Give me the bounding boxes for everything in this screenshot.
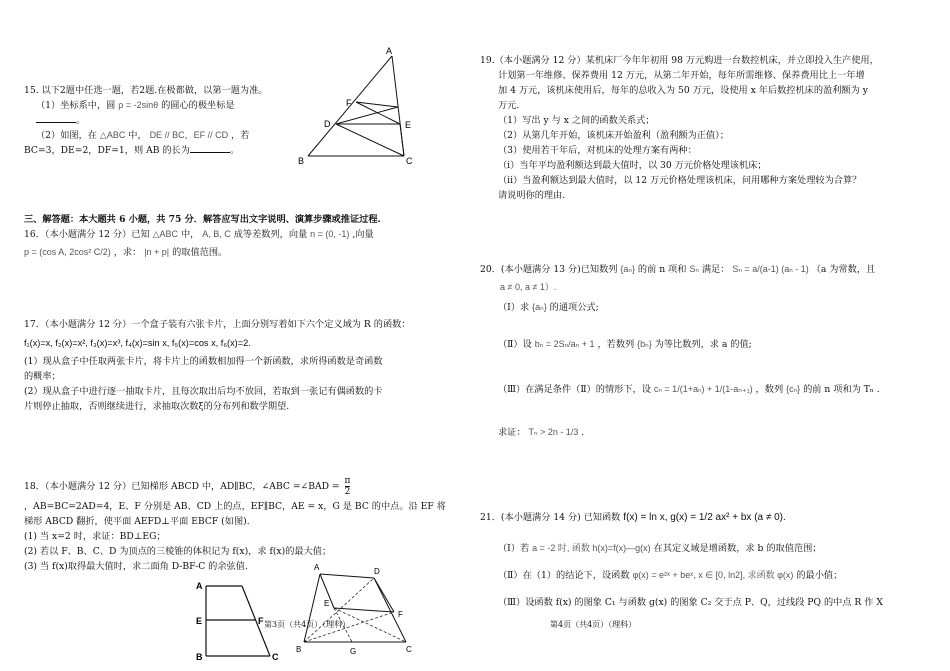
q18-line1: [24, 476, 454, 497]
question-20: [480, 262, 930, 440]
q20-p2-text2: ，若数列: [597, 339, 635, 350]
q16-angles: A, B, C: [202, 229, 231, 239]
q15-part2: [24, 128, 294, 143]
label-A: A: [314, 563, 320, 572]
q21-text1: 21．(本小题满分 14 分) 已知函数: [480, 512, 621, 523]
q15-p2-condition: DE // BC，EF // CD: [149, 130, 229, 140]
q20-p2-text3: 为等比数列，求 a 的值;: [654, 339, 752, 350]
triangle-figure: [294, 44, 444, 169]
q19-line8: （i）当年平均盈利额达到最大值时，以 30 万元价格处理该机床；: [498, 160, 767, 171]
label-E: E: [405, 120, 412, 130]
q20-cn: {cₙ}: [786, 384, 801, 394]
q18-line2: ，AB=BC=2AD=4，E、F 分别是 AB、CD 上的点，EF∥BC，AE = x，G 是 BC 的中点。沿 EF 将: [24, 501, 446, 512]
q19-line6: （2）从第几年开始，该机床开始盈利（盈利额为正值）；: [498, 130, 729, 141]
q15-p2-text3: ，若: [231, 130, 250, 141]
q21-p2-text2: 的最小值；: [796, 570, 843, 581]
q20-sn: Sₙ: [689, 264, 699, 274]
q21-g-equation: ax² + bx (a ≠ 0).: [712, 512, 786, 523]
q15-p2-end: 。: [229, 145, 240, 156]
label-E: E: [324, 599, 330, 608]
q21-p1-condition: a = -2 时, 函数 h(x)=f(x)—g(x): [532, 543, 651, 553]
label-C: C: [406, 156, 413, 166]
q20-p3-text2: ，数列: [755, 384, 784, 395]
q21-p2-text1: （Ⅱ）在（1）的结论下，设函数: [498, 570, 630, 581]
label-D: D: [324, 119, 331, 129]
line-EC: [400, 124, 404, 156]
q16-text6: 的取值范围。: [172, 247, 228, 258]
page-footer-left: 第3页（共4页）（理科）: [264, 620, 351, 629]
label-A: A: [196, 581, 203, 591]
q20-p4-inequality: Tₙ > 2n - 1/3: [528, 427, 579, 437]
q18-frac-den: 2: [344, 487, 351, 497]
q18-line6: (3) 当 f(x)取得最大值时，求二面角 D-BF-C 的余弦值.: [24, 561, 248, 572]
q20-text2: 的前 n 项和: [637, 264, 687, 275]
question-21: [480, 510, 930, 610]
q15-p2-triangle: △ABC: [99, 130, 126, 140]
label-F: F: [346, 98, 352, 108]
q17-functions: f₁(x)=x, f₂(x)=x², f₃(x)=x³, f₄(x)=sin x, f₅(x)=cos x, f₆(x)=2.: [24, 338, 251, 348]
q20-text1: 20．(本小题满分 13 分)已知数列: [480, 264, 618, 275]
line-EF: [356, 102, 400, 124]
q21-part3: （Ⅲ）设函数 f(x) 的图象 C₁ 与函数 g(x) 的图象 C₂ 交于点 P、Q，过线段 PQ 的中点 R 作 X: [498, 597, 883, 608]
q17-line1: 17．（本小题满分 12 分）一个盒子装有六张卡片，上面分别写着如下六个定义域为 R 的函数：: [24, 319, 411, 330]
q16-triangle: △ABC: [152, 229, 179, 239]
q17-line5: (2）现从盒子中进行逐一抽取卡片，且每次取出后均不放回，若取到一张记有偶函数的卡: [24, 386, 383, 397]
q16-text3: 成等差数列，向量: [233, 229, 308, 240]
q19-line5: （1）写出 y 与 x 之间的函数关系式；: [498, 115, 655, 126]
question-16: [24, 227, 444, 260]
q20-bn: {bₙ}: [637, 339, 652, 349]
q18-line4: (1) 当 x=2 时，求证：BD⊥EG；: [24, 531, 166, 542]
q15-p2-line2: [24, 143, 294, 158]
q20-part2: [480, 337, 930, 352]
q21-p1-text2: 在其定义域是增函数，求 b 的取值范围；: [653, 543, 822, 554]
line-EF: [334, 608, 394, 612]
label-B: B: [298, 156, 305, 166]
answer-blank: [190, 143, 230, 153]
q20-sn-equation: Sₙ = a/(a-1) (aₙ - 1): [732, 264, 809, 274]
q18-frac-num: π: [344, 476, 351, 486]
q19-line3: 加 4 万元，该机床使用后，每年的总收入为 50 万元，设使用 x 年后数控机床的盈利额为 y: [498, 85, 868, 96]
q18-line5: (2) 若以 F、B、C、D 为顶点的三棱锥的体积记为 f(x)，求 f(x)的最大值；: [24, 546, 332, 557]
label-F: F: [398, 610, 403, 619]
q16-line2: [24, 245, 444, 260]
label-B: B: [196, 652, 203, 662]
q19-line1: 19.（本小题满分 12 分）某机床厂今年年初用 98 万元购进一台数控机床，并立即投入生产使用，: [480, 55, 879, 66]
q17-line4: 的概率；: [24, 371, 61, 382]
q16-norm: |n + p|: [144, 247, 170, 257]
label-G: G: [350, 647, 357, 656]
q15-p2-text2: 中，: [128, 130, 147, 141]
q19-line7: （3）使用若干年后，对机床的处理方案有两种：: [498, 145, 697, 156]
question-17: [24, 317, 454, 414]
question-15: [24, 83, 294, 158]
q15-p2-text4: BC=3，DE=2，DF=1，则 AB 的长为: [24, 145, 190, 156]
q21-half: 1/2: [698, 512, 713, 523]
label-F: F: [258, 616, 264, 626]
q19-line9: （ii）当盈利额达到最大值时，以 12 万元价格处理该机床，问用哪种方案处理较为合算？: [498, 175, 862, 186]
q15-p1-blank: [24, 113, 294, 128]
label-A: A: [386, 46, 393, 56]
label-C: C: [272, 652, 279, 662]
q20-part1: [480, 300, 930, 315]
q20-p2-text1: （Ⅱ）设: [498, 339, 532, 350]
q17-line6: 片则停止抽取，否则继续进行，求抽取次数ξ的分布列和数学期望.: [24, 401, 290, 412]
line-DC: [336, 124, 404, 156]
line-DF: [374, 578, 394, 612]
q18-text1: 18．（本小题满分 12 分）已知梯形 ABCD 中，AD∥BC，∠ABC =∠BAD =: [24, 481, 340, 492]
q20-an: {aₙ}: [620, 264, 635, 274]
q16-text5: ，求：: [113, 247, 142, 258]
page-footer-right: 第4页（共4页）（理科）: [550, 620, 637, 629]
q18-line3: 梯形 ABCD 翻折，使平面 AEFD⊥平面 EBCF (如图)．: [24, 516, 256, 527]
q15-p1-equation: ρ = -2sinθ: [118, 100, 159, 110]
q17-line3: (1）现从盒子中任取两张卡片，将卡片上的函数相加得一个新函数，求所得函数是奇函数: [24, 356, 383, 367]
q21-f-equation: f(x) = ln x, g(x) =: [623, 512, 699, 523]
label-B: B: [296, 645, 302, 654]
q20-bn-equation: bₙ = 2Sₙ/aₙ + 1: [534, 339, 595, 349]
q18-fraction: [345, 476, 351, 497]
q20-p1-text1: （Ⅰ）求: [498, 302, 530, 313]
q20-p3-text3: 的前 n 项和为 Tₙ .: [803, 384, 880, 395]
q15-p1-end: 。: [76, 115, 86, 126]
q21-part2: [480, 568, 930, 583]
line-AD: [320, 574, 374, 578]
q15-p1-text2: 的圆心的极坐标是: [161, 100, 235, 111]
line-DE-diag: [336, 107, 398, 124]
q20-p3-text1: （Ⅲ）在满足条件（Ⅱ）的情形下，设: [498, 384, 651, 395]
q16-vector-p: p = (cos A, 2cos² C/2): [24, 247, 111, 257]
label-E: E: [196, 616, 203, 626]
q20-text3: 满足：: [701, 264, 730, 275]
line-FE-upper: [356, 102, 398, 107]
q20-p4-text2: .: [581, 427, 585, 438]
q20-line1: [480, 262, 930, 277]
q16-text2: 中，: [180, 229, 200, 240]
q15-p2-text: （2）如图，在: [36, 130, 97, 141]
answer-blank: [36, 113, 76, 123]
q15-title: 15. 以下2题中任选一题，若2题.在极都做，以第一题为准。: [24, 85, 268, 96]
q21-p1-text1: （Ⅰ）若: [498, 543, 530, 554]
label-C: C: [406, 645, 412, 654]
question-19: [480, 53, 925, 203]
q16-text1: 16．（本小题满分 12 分）已知: [24, 229, 150, 240]
section-heading: 三、解答题：本大题共 6 小题，共 75 分．解答应写出文字说明、演算步骤或推证过程.: [24, 214, 381, 225]
q19-line4: 万元.: [498, 100, 520, 111]
q20-line2: a ≠ 0, a ≠ 1）.: [500, 282, 557, 292]
q20-cn-equation: cₙ = 1/(1+aₙ) + 1/(1-aₙ₊₁): [653, 384, 753, 394]
q21-p2-function: φ(x) = e²ˣ + beˣ, x ∈ [0, ln2], 求函数 φ(x): [632, 570, 794, 580]
q15-p1-text: （1）坐标系中，圆: [36, 100, 116, 111]
q19-line2: 计划第一年维修、保养费用 12 万元，从第二年开始，每年所需维修、保养费用比上一年增: [498, 70, 865, 81]
folded-trapezoid-figure: [294, 560, 424, 665]
q16-vector-n: n = (0, -1): [310, 229, 350, 239]
q20-p1-text2: 的通项公式;: [549, 302, 599, 313]
q16-text4: ,向量: [352, 229, 374, 240]
q20-text4: （a 为常数，且: [811, 264, 876, 275]
q20-part3: [480, 382, 930, 397]
q21-part1: [480, 541, 930, 556]
q20-p4-text1: 求证：: [498, 427, 526, 438]
q21-line1: [480, 510, 930, 525]
label-D: D: [374, 567, 380, 576]
q20-part4: [480, 425, 930, 440]
q19-line10: 请说明你的理由.: [498, 190, 566, 201]
q16-line1: [24, 227, 444, 242]
q15-part1: [24, 98, 294, 113]
q20-p1-an: {aₙ}: [532, 302, 547, 312]
